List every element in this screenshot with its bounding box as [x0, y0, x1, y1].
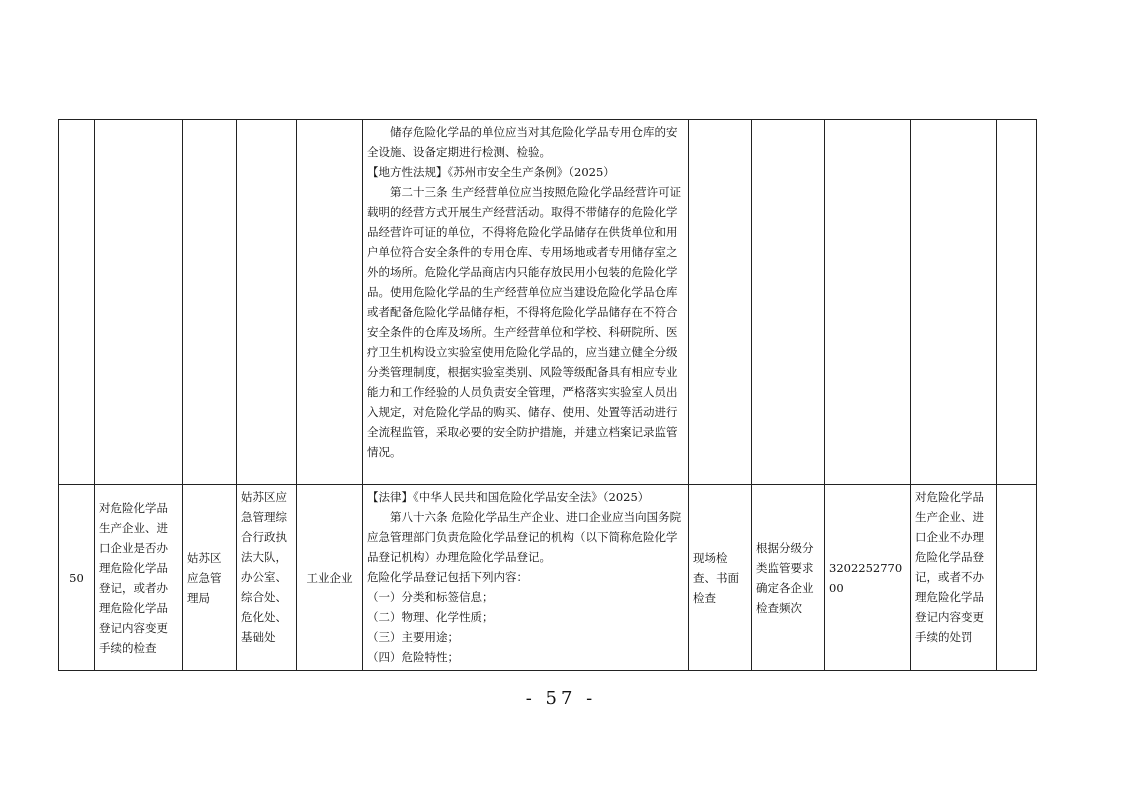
- cell-penalty: 对危险化学品生产企业、进口企业不办理危险化学品登记，或者不办理危险化学品登记内容变更手续的处罚: [911, 485, 997, 671]
- cell-department: 姑苏区应急管理综合行政执法大队，办公室、综合处、危化处、基础处: [237, 485, 297, 671]
- cell-code: 320225277000: [825, 485, 911, 671]
- cell-authority: [183, 120, 237, 485]
- cell-authority: 姑苏区应急管理局: [183, 485, 237, 671]
- cell-item: 对危险化学品生产企业、进口企业是否办理危险化学品登记，或者办理危险化学品登记内容变更手续的检查: [95, 485, 183, 671]
- cell-item: [95, 120, 183, 485]
- law-paragraph: （三）主要用途；: [367, 630, 459, 644]
- table-row: [59, 120, 1037, 485]
- cell-object: 工业企业: [297, 485, 363, 671]
- law-paragraph: （四）危险特性；: [367, 650, 459, 664]
- cell-law-basis: [363, 120, 689, 485]
- cell-no: [59, 120, 95, 485]
- cell-object: [297, 120, 363, 485]
- table-row: [59, 485, 1037, 671]
- law-paragraph: 储存危险化学品的单位应当对其危险化学品专用仓库的安全设施、设备定期进行检测、检验。: [367, 125, 678, 159]
- cell-method: [689, 120, 752, 485]
- cell-no: 50: [59, 485, 95, 671]
- law-paragraph: （二）物理、化学性质；: [367, 610, 494, 624]
- cell-method: 现场检查、书面检查: [689, 485, 752, 671]
- law-paragraph: （一）分类和标签信息；: [367, 590, 494, 604]
- cell-code: [825, 120, 911, 485]
- law-paragraph: 危险化学品登记包括下列内容：: [367, 570, 528, 584]
- law-paragraph: 【地方性法规】《苏州市安全生产条例》（2025）: [367, 165, 615, 179]
- cell-remark: [997, 485, 1037, 671]
- regulation-table: [58, 119, 1037, 671]
- law-paragraph: 第二十三条 生产经营单位应当按照危险化学品经营许可证载明的经营方式开展生产经营活动。取得不带储存的危险化学品经营许可证的单位，不得将危险化学品储存在供货单位和用户单位符合安全条件的专用仓库、专用场地或者专用储存室之外的场所。危险化学品商店内只能存放民用小包装的危险化学品。使用危险化学品的生产经营单位应当建设危险化学品仓库或者配备危险化学品储存柜，不得将危险化学品储存在不符合安全条件的仓库及场所。生产经营单位和学校、科研院所、医疗卫生机构设立实验室使用危险化学品的，应当建立健全分级分类管理制度，根据实验室类别、风险等级配备具有相应专业能力和工作经验的人员负责安全管理，严格落实实验室人员出入规定，对危险化学品的购买、储存、使用、处置等活动进行全流程监管，采取必要的安全防护措施，并建立档案记录监管情况。: [367, 185, 682, 459]
- cell-remark: [997, 120, 1037, 485]
- cell-frequency: 根据分级分类监管要求确定各企业检查频次: [752, 485, 825, 671]
- cell-law-basis: [363, 485, 689, 671]
- law-paragraph: 第八十六条 危险化学品生产企业、进口企业应当向国务院应急管理部门负责危险化学品登记的机构（以下简称危险化学品登记机构）办理危险化学品登记。: [367, 510, 682, 564]
- cell-frequency: [752, 120, 825, 485]
- cell-penalty: [911, 120, 997, 485]
- law-paragraph: 【法律】《中华人民共和国危险化学品安全法》（2025）: [367, 490, 650, 504]
- cell-department: [237, 120, 297, 485]
- page-number: - 57 -: [525, 688, 597, 709]
